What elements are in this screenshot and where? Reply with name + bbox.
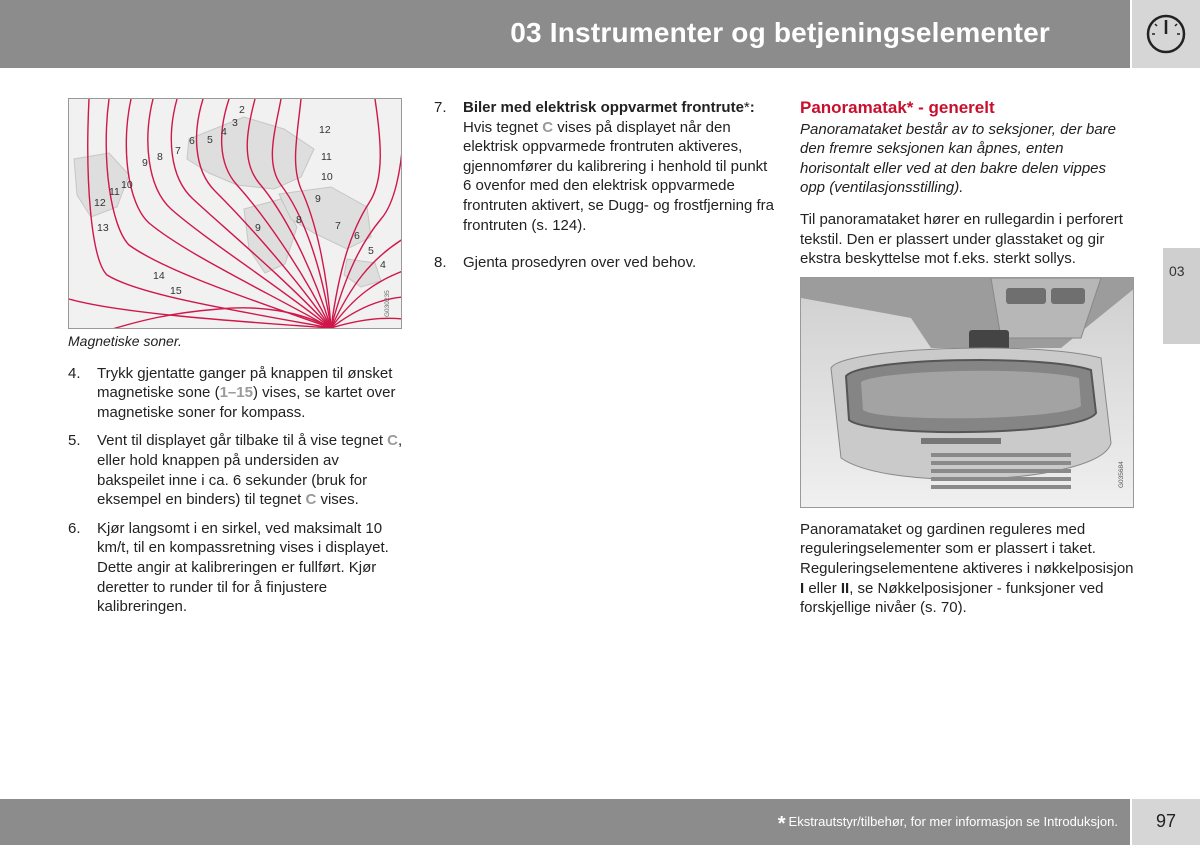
paragraph: Panoramataket og gardinen reguleres med reguleringselementer som er plassert i taket. Reguleringselementene aktiveres i nøkkelposisjon I eller II, se Nøkkelposisjoner - funksjoner ved forskjellige nivåer (s. 70). <box>800 520 1134 617</box>
rearview-mirror-image <box>801 278 1134 508</box>
map-figure-code: G030235 <box>384 290 391 317</box>
paragraph: Til panoramataket hører en rullegardin i perforert tekstil. Den er plassert under glasstaket og gir ekstra beskyttelse mot f.eks. sterkt sollys. <box>800 210 1123 268</box>
zone-label: 12 <box>94 197 106 209</box>
page-header <box>0 0 1130 68</box>
section-intro: Panoramataket består av to seksjoner, der bare den fremre seksjonen kan åpnes, enten horisontalt eller ved at den bakre delen vippes opp (ventilasjonsstilling). <box>800 120 1117 197</box>
zone-label: 12 <box>319 124 331 136</box>
zone-label: 9 <box>315 193 321 205</box>
zone-label: 5 <box>207 134 213 146</box>
gauge-icon <box>1146 14 1186 54</box>
page-footer <box>0 799 1130 845</box>
zone-label: 8 <box>157 151 163 163</box>
zone-label: 11 <box>109 186 120 198</box>
chapter-side-tab[interactable] <box>1163 248 1200 344</box>
list-item: 8. Gjenta prosedyren over ved behov. <box>434 254 697 272</box>
zone-label: 6 <box>354 230 360 242</box>
zone-label: 8 <box>296 214 302 226</box>
zone-label: 7 <box>335 220 341 232</box>
footnote-star: * <box>777 813 786 835</box>
column-right <box>800 98 1135 626</box>
chapter-title: 03 Instrumenter og betjeningselementer <box>510 17 1050 48</box>
section-title: Panoramatak* - generelt <box>800 98 995 117</box>
zone-label: 11 <box>321 151 332 163</box>
zone-label: 9 <box>255 222 261 234</box>
steps-list-left <box>68 364 403 617</box>
zone-label: 14 <box>153 270 165 282</box>
zone-label: 2 <box>239 104 245 116</box>
page-number-box <box>1132 799 1200 845</box>
zone-map-figure <box>69 99 402 329</box>
list-item: 5. Vent til displayet går tilbake til å vise tegnet C, eller hold knappen på undersiden av bakspeilet inne i ca. 6 sekunder (bruk for eksempel en binders) til tegnet C vises. <box>68 432 403 509</box>
list-item: 6. Kjør langsomt i en sirkel, ved maksimalt 10 km/t, til en kompassretning vises i displayet. Dette angir at kalibreringen er fullført. Kjør deretter to runder til for å finjustere kalibreringen. <box>68 519 389 616</box>
column-left <box>68 98 403 626</box>
list-item: 4. Trykk gjentatte ganger på knappen til ønsket magnetiske sone (1–15) vises, se kartet over magnetiske soner for kompass. <box>68 364 396 421</box>
map-caption: Magnetiske soner. <box>68 333 182 349</box>
column-middle <box>434 98 774 282</box>
steps-list-middle <box>434 98 774 273</box>
photo-figure-code: G035684 <box>1118 461 1125 488</box>
footnote: * Ekstrautstyr/tilbehør, for mer informasjon se Introduksjon. <box>777 813 1118 835</box>
zone-label: 10 <box>321 171 333 183</box>
zone-label: 4 <box>221 126 227 138</box>
zone-label: 5 <box>368 245 374 257</box>
magnetic-zones-map <box>68 98 402 329</box>
zone-label: 13 <box>97 222 109 234</box>
zone-label: 7 <box>175 145 181 157</box>
zone-label: 9 <box>142 157 148 169</box>
page-number: 97 <box>1155 811 1177 831</box>
zone-label: 6 <box>189 135 195 147</box>
zone-label: 10 <box>121 179 133 191</box>
zone-label: 15 <box>170 285 182 297</box>
list-item: 7. Biler med elektrisk oppvarmet frontrute*: Hvis tegnet C vises på displayet når den elektrisk oppvarmede frontruten aktiveres, gjennomfører du kalibrering i henhold til punkt 6 ovenfor med den elektrisk oppvarmede frontruten aktivert, se Dugg- og frostfjerning fra frontruten (s. 124). <box>434 99 774 234</box>
zone-label: 4 <box>380 259 386 271</box>
side-tab-label: 03 <box>1169 263 1185 279</box>
rearview-mirror-photo <box>800 277 1134 508</box>
chapter-icon-box <box>1132 0 1200 68</box>
zone-label: 3 <box>232 117 238 129</box>
